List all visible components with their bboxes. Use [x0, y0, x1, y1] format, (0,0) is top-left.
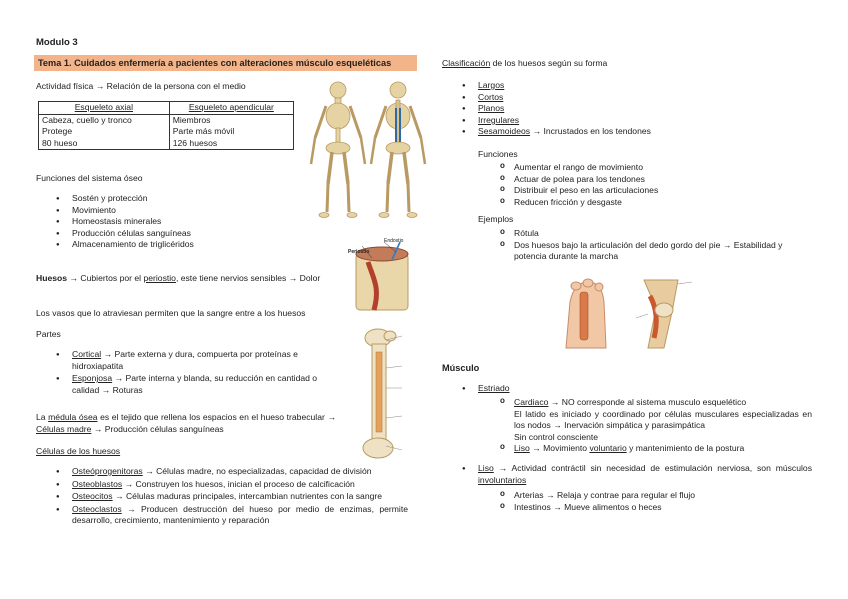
medula-text: → Producción células sanguíneas [91, 423, 224, 434]
ejemplos-title: Ejemplos [478, 214, 514, 224]
celulas-madre-term: Células madre [36, 423, 92, 434]
definition: → NO corresponde al sistema musculo esquelético [548, 397, 747, 407]
term: Sesamoideos [478, 126, 531, 137]
list-item [514, 443, 812, 455]
list-item: ● Cortos [478, 92, 818, 104]
list-item [72, 504, 408, 527]
term: Osteoclastos [72, 503, 122, 514]
bone-cells-title: Células de los huesos [36, 446, 121, 456]
endostio-label: Endostio [384, 238, 404, 244]
definition: y mantenimiento de la postura [626, 443, 745, 454]
definition: → Producen destrucción del hueso por medio de enzimas, permite desarrollo, crecimiento, mantenimiento y reparación [72, 503, 408, 526]
list-item: ● Planos [478, 103, 818, 115]
list-item [478, 463, 812, 486]
list-item: o Arterias → Relaja y contrae para regular el flujo [514, 490, 812, 502]
list-item: o Intestinos → Mueve alimentos o heces [514, 502, 812, 514]
list-item: o Reducen fricción y desgaste [514, 197, 814, 209]
list-item: ● Almacenamiento de triglicéridos [72, 239, 312, 251]
periostio-label: Periostio [348, 249, 370, 255]
list-item [72, 349, 338, 372]
liso-sublist [514, 490, 812, 513]
list-item: o Dos huesos bajo la articulación del dedo gordo del pie → Estabilidad y potencia durante la marcha [514, 240, 814, 263]
periosteum-illustration [340, 236, 414, 316]
huesos-paragraph [36, 273, 336, 285]
list-item [72, 479, 408, 491]
definition: → Movimiento [529, 443, 590, 454]
funciones-title: Funciones [478, 149, 518, 159]
definition: → Células madre, no especializadas, capacidad de división [142, 466, 372, 476]
ejemplos-list [514, 228, 814, 263]
medula-text: es el tejido que rellena los espacios en el hueso trabecular → [97, 412, 336, 422]
table-header: Esqueleto apendicular [169, 102, 293, 115]
long-bone-illustration [356, 328, 416, 460]
term: Osteocitos [72, 491, 113, 502]
skeleton-illustration [303, 78, 433, 220]
medula-term: médula ósea [48, 412, 98, 422]
detail: Sin control consciente [514, 431, 599, 442]
term: Liso [514, 443, 530, 454]
list-item: o Distribuir el peso en las articulaciones [514, 185, 814, 197]
periostio-term: periostio [143, 273, 176, 283]
list-item: o Rótula [514, 228, 814, 240]
list-item: ● Sostén y protección [72, 193, 312, 205]
topic-banner: Tema 1. Cuidados enfermería a pacientes con alteraciones músculo esqueléticas [34, 55, 417, 71]
bone-cells-list [72, 466, 408, 527]
liso-list [478, 463, 812, 486]
activity-line: Actividad física → Relación de la persona con el medio [36, 81, 246, 91]
vasos-line: Los vasos que lo atraviesan permiten que la sangre entre a los huesos [36, 308, 306, 318]
bone-functions-title: Funciones del sistema óseo [36, 173, 143, 183]
list-item: ● Producción células sanguíneas [72, 228, 312, 240]
list-item: o Aumentar el rango de movimiento [514, 162, 814, 174]
list-item: ● Largos [478, 80, 818, 92]
list-item: ● Irregulares [478, 115, 818, 127]
table-cell: Miembros [169, 114, 293, 126]
definition: → Construyen los huesos, inician el proceso de calcificación [122, 478, 355, 489]
bone-functions-list [72, 193, 312, 251]
table-cell: Cabeza, cuello y tronco [39, 114, 170, 126]
huesos-text: → Cubiertos por el [67, 273, 144, 283]
musculo-title: Músculo [442, 363, 480, 373]
medula-text: La [36, 412, 49, 422]
list-item: ● Homeostasis minerales [72, 216, 312, 228]
list-item [72, 373, 338, 396]
huesos-text: , este tiene nervios sensibles → Dolor [175, 273, 321, 283]
list-item: ● Estriado [478, 383, 818, 395]
table-row [39, 138, 294, 150]
table-cell: 80 hueso [39, 138, 170, 150]
definition: → Células maduras principales, intercambian nutrientes con la sangre [112, 491, 383, 502]
table-cell: 126 huesos [169, 138, 293, 150]
table-row [39, 114, 294, 126]
table-cell: Protege [39, 126, 170, 138]
huesos-term: Huesos [36, 273, 68, 283]
classification-list [478, 80, 818, 138]
table-row [39, 126, 294, 138]
list-item: o Actuar de polea para los tendones [514, 174, 814, 186]
list-item [514, 397, 812, 443]
term: Cortical [72, 349, 102, 359]
term: Osteoblastos [72, 478, 123, 489]
partes-title: Partes [36, 329, 61, 339]
classification-text: de los huesos según su forma [490, 58, 608, 68]
classification-title [442, 58, 607, 70]
list-item: ● Movimiento [72, 205, 312, 217]
term: Esponjosa [72, 373, 113, 384]
module-title: Modulo 3 [36, 37, 78, 48]
list-item [478, 126, 818, 138]
term: Cardiaco [514, 397, 549, 407]
term: involuntarios [478, 474, 527, 485]
term: voluntario [589, 443, 627, 454]
definition: → Parte interna y blanda, su reducción en cantidad o calidad → Roturas [72, 373, 318, 395]
definition: → Incrustados en los tendones [530, 126, 651, 137]
table-header: Esqueleto axial [39, 102, 170, 115]
partes-list [72, 349, 338, 396]
skeleton-table [38, 101, 294, 150]
definition: → Actividad contráctil sin necesidad de estimulación nerviosa, son músculos [493, 463, 812, 473]
musculo-list [478, 383, 818, 395]
estriado-sublist [514, 397, 812, 455]
table-cell: Parte más móvil [169, 126, 293, 138]
list-item [72, 491, 408, 503]
foot-knee-illustration [560, 278, 700, 350]
list-item [72, 466, 408, 478]
funciones-list [514, 162, 814, 208]
term: Osteóprogenitoras [72, 466, 143, 476]
definition: → Parte externa y dura, compuerta por proteínas e hidroxiapatita [72, 349, 298, 371]
medula-paragraph [36, 412, 336, 435]
classification-term: Clasificación [442, 58, 491, 68]
term: Liso [478, 463, 494, 473]
detail: El latido es iniciado y coordinado por células musculares especializadas en los nodos → Inervación simpática y parasimpática [514, 408, 812, 431]
